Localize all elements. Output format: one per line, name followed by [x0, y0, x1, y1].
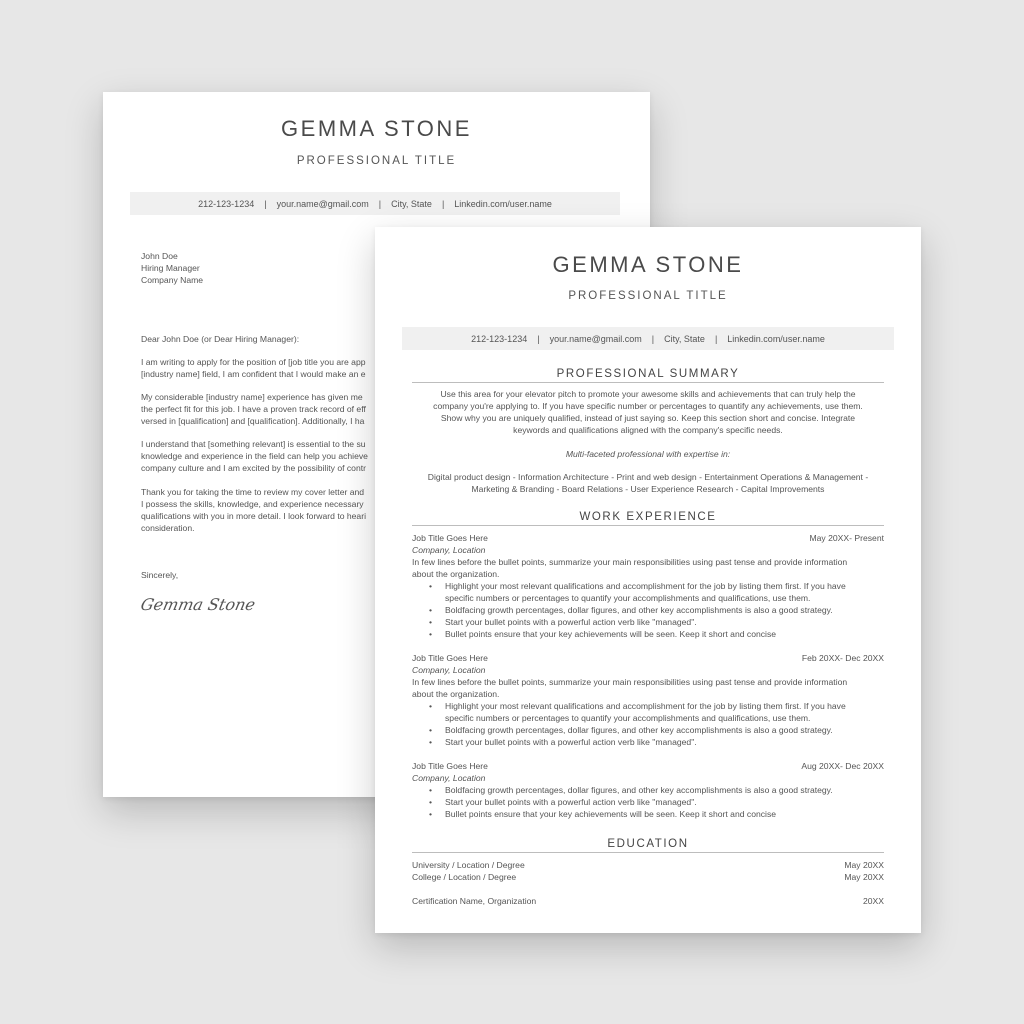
job-header [412, 761, 884, 771]
expertise-line: Digital product design - Information Architecture - Print and web design - Entertainment Operations & Management - [427, 472, 869, 482]
bullet-item [412, 785, 884, 797]
separator: | [651, 333, 655, 344]
cover-paragraph [141, 439, 368, 475]
paragraph-line: versed in [qualification] and [qualification]. Additionally, I ha [141, 415, 365, 426]
recipient-role: Hiring Manager [141, 262, 200, 273]
cover-paragraph [141, 392, 366, 428]
bullet-line: • Start your bullet points with a powerful action verb like "managed". [445, 736, 697, 747]
job-company: Company, Location [412, 545, 486, 555]
job-header [412, 653, 884, 663]
summary-line: keywords and qualifications aligned with the company's specific needs. [513, 424, 783, 435]
cover-location: City, State [391, 198, 432, 209]
summary-line: company you're applying to. If you have specific number or percentages to quantify any achievements, use them. [433, 400, 863, 411]
expertise-list [395, 472, 901, 496]
bullet-item [412, 581, 884, 605]
bullet-line: • Boldfacing growth percentages, dollar figures, and other key accomplishments is also a good strategy. [445, 785, 833, 795]
bullet-item [412, 797, 884, 809]
separator: | [537, 333, 540, 344]
job-intro-line: about the organization. [412, 688, 500, 699]
paragraph-line: I understand that [something relevant] is essential to the su [141, 439, 366, 449]
expertise-line: Marketing & Branding - Board Relations - User Experience Research - Capital Improvements [471, 483, 825, 494]
job-bullets [412, 785, 884, 821]
separator: | [378, 198, 382, 209]
cover-email: your.name@gmail.com [276, 198, 369, 209]
separator: | [441, 198, 445, 209]
bullet-line: • Bullet points ensure that your key achievements will be seen. Keep it short and concise [445, 628, 777, 639]
paragraph-line: consideration. [141, 522, 195, 533]
bullet-item [412, 737, 884, 749]
paragraph-line: qualifications with you in more detail. I look forward to heari [141, 510, 366, 521]
bullet-item [412, 605, 884, 617]
recipient-name: John Doe [141, 251, 178, 261]
paragraph-line: My considerable [industry name] experience has given me [141, 392, 363, 402]
job-company: Company, Location [412, 665, 486, 675]
closing: Sincerely, [141, 570, 179, 580]
paragraph-line: I am writing to apply for the position of [job title you are app [141, 357, 366, 367]
cover-paragraph [141, 487, 366, 535]
job-bullets [412, 701, 884, 749]
paragraph-line: knowledge and experience in the field can help you achieve [141, 450, 368, 461]
paragraph-line: [industry name] field, I am confident that I would make an e [141, 368, 366, 379]
job-title: Job Title Goes Here [412, 653, 488, 663]
signature: Gemma Stone [138, 595, 258, 614]
education-entry [412, 872, 884, 882]
paragraph-line: company culture and I am excited by the possibility of contr [141, 462, 366, 473]
bullet-line: • Boldfacing growth percentages, dollar figures, and other key accomplishments is also a good strategy. [445, 724, 833, 735]
education-entry [412, 896, 884, 906]
cover-linkedin: Linkedin.com/user.name [454, 198, 552, 209]
education-date: May 20XX [844, 860, 884, 870]
cover-name: GEMMA STONE [281, 116, 472, 141]
section-heading-education: EDUCATION [412, 838, 884, 853]
job-title: Job Title Goes Here [412, 533, 488, 543]
education-label: College / Location / Degree [412, 872, 517, 882]
salutation: Dear John Doe (or Dear Hiring Manager): [141, 334, 300, 344]
bullet-line: • Start your bullet points with a powerful action verb like "managed". [445, 616, 697, 627]
separator: | [264, 198, 267, 209]
resume-linkedin: Linkedin.com/user.name [727, 333, 825, 344]
resume-contact-bar [402, 327, 894, 350]
job-intro [412, 677, 847, 701]
paragraph-line: the perfect fit for this job. I have a proven track record of eff [141, 403, 366, 414]
resume-location: City, State [664, 333, 705, 344]
education-label: University / Location / Degree [412, 860, 525, 870]
resume-email: your.name@gmail.com [549, 333, 642, 344]
bullet-item [412, 725, 884, 737]
bullet-line: • Boldfacing growth percentages, dollar figures, and other key accomplishments is also a good strategy. [445, 604, 833, 615]
summary-text [405, 389, 891, 437]
recipient-company: Company Name [141, 274, 204, 285]
bullet-line: • Bullet points ensure that your key achievements will be seen. Keep it short and concise [445, 808, 777, 819]
job-dates: May 20XX- Present [809, 533, 884, 543]
summary-line: Use this area for your elevator pitch to promote your awesome skills and achievements that can truly help the [440, 389, 856, 399]
education-date: 20XX [862, 896, 884, 906]
expertise-intro: Multi-faceted professional with expertise in: [565, 449, 731, 459]
paragraph-line: Thank you for taking the time to review my cover letter and [141, 487, 365, 497]
job-title: Job Title Goes Here [412, 761, 488, 771]
section-heading-experience: WORK EXPERIENCE [412, 511, 884, 526]
paragraph-line: I possess the skills, knowledge, and experience necessary [141, 498, 364, 509]
job-intro-line: In few lines before the bullet points, summarize your main responsibilities using past tense and provide information [412, 557, 848, 567]
bullet-item [412, 701, 884, 725]
cover-phone: 212-123-1234 [198, 198, 255, 209]
job-company: Company, Location [412, 773, 486, 783]
bullet-line: • Highlight your most relevant qualifications and accomplishment for the job by listing them first. If you have [445, 701, 846, 711]
bullet-item [412, 629, 884, 641]
bullet-line: • Highlight your most relevant qualifications and accomplishment for the job by listing them first. If you have [445, 581, 846, 591]
section-heading-summary: PROFESSIONAL SUMMARY [412, 368, 884, 383]
resume-name: GEMMA STONE [552, 252, 744, 277]
resume-professional-title: PROFESSIONAL TITLE [568, 290, 728, 302]
summary-line: Show why you are uniquely qualified, instead of just saying so. Keep this section short and concise. Integrate [440, 412, 856, 423]
cover-contact-bar [130, 192, 620, 215]
job-intro-line: about the organization. [412, 568, 500, 579]
job-intro [412, 557, 847, 581]
bullet-line: specific numbers or percentages to quantify your accomplishments and qualifications, use them. [445, 592, 811, 603]
bullet-line: • Start your bullet points with a powerful action verb like "managed". [445, 796, 697, 807]
education-entry [412, 860, 884, 870]
separator: | [714, 333, 718, 344]
resume-page [375, 227, 921, 933]
bullet-item [412, 617, 884, 629]
resume-phone: 212-123-1234 [471, 333, 528, 344]
job-dates: Feb 20XX- Dec 20XX [801, 653, 884, 663]
education-date: May 20XX [844, 872, 884, 882]
job-intro-line: In few lines before the bullet points, summarize your main responsibilities using past tense and provide information [412, 677, 848, 687]
cover-paragraph [141, 357, 366, 381]
job-dates: Aug 20XX- Dec 20XX [801, 761, 884, 771]
job-header [412, 533, 884, 543]
job-bullets [412, 581, 884, 641]
bullet-line: specific numbers or percentages to quantify your accomplishments and qualifications, use them. [445, 712, 811, 723]
education-label: Certification Name, Organization [412, 896, 537, 906]
cover-professional-title: PROFESSIONAL TITLE [296, 155, 457, 167]
bullet-item [412, 809, 884, 821]
recipient-block [141, 251, 203, 287]
